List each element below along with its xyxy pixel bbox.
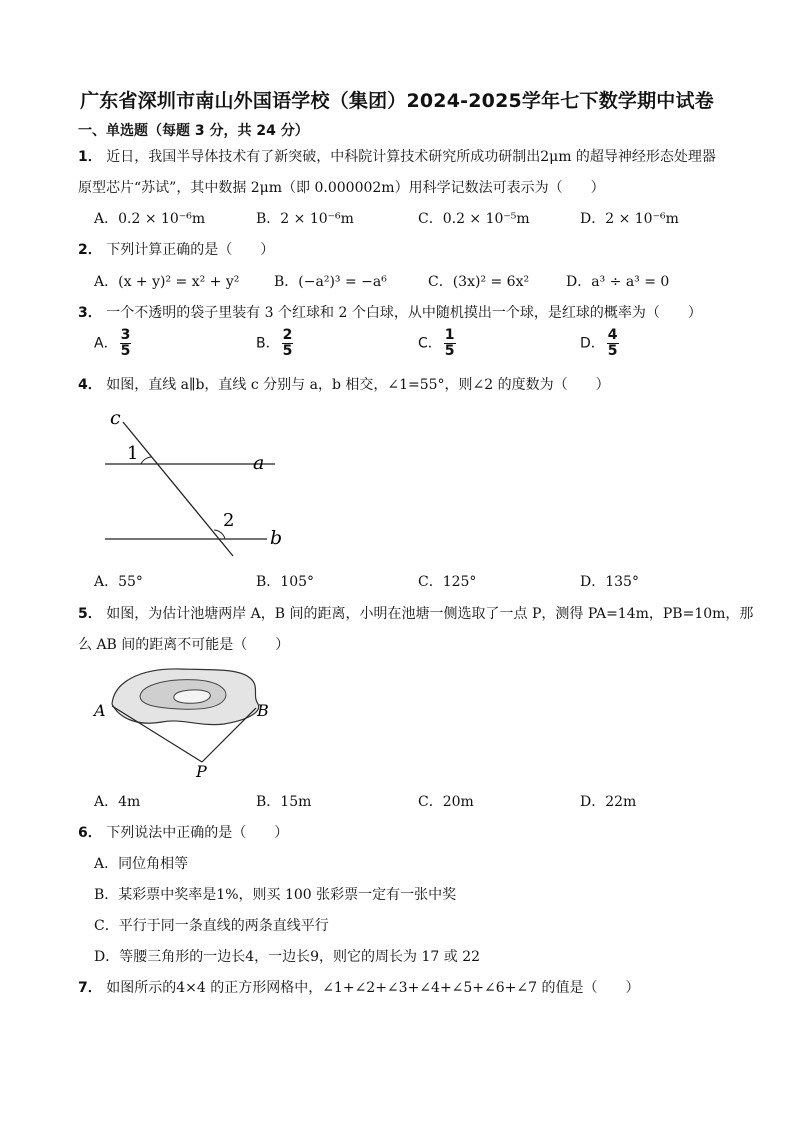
question-text: 如图，直线 a∥b，直线 c 分别与 a，b 相交，∠1=55°，则∠2 的度数为（ ） — [106, 377, 610, 393]
label-b: b — [270, 527, 283, 549]
option-a: A．0.2 × 10⁻⁶m — [94, 211, 206, 227]
option-d — [580, 328, 619, 359]
option-b — [256, 328, 293, 359]
option-d: D．135° — [580, 574, 639, 590]
question-text: 如图所示的4×4 的正方形网格中，∠1+∠2+∠3+∠4+∠5+∠6+∠7 的值是（ ） — [106, 980, 640, 996]
option-b: B．2 × 10⁻⁶m — [256, 211, 354, 227]
denominator: 5 — [282, 343, 293, 359]
option-label: B． — [256, 335, 280, 352]
question-2 — [78, 239, 274, 259]
option-b: B．15m — [256, 794, 312, 810]
numerator: 2 — [282, 327, 293, 343]
option-a — [94, 328, 131, 359]
option-d: D．等腰三角形的一边长4，一边长9，则它的周长为 17 或 22 — [94, 949, 481, 965]
question-5-line-1 — [78, 603, 753, 623]
denominator: 5 — [607, 343, 618, 359]
label-p: P — [196, 762, 207, 780]
option-a: A．同位角相等 — [94, 856, 189, 872]
fraction — [120, 328, 132, 359]
question-1-line-1 — [78, 146, 716, 166]
option-c: C．(3x)² = 6x² — [428, 274, 530, 290]
fraction — [444, 328, 456, 359]
pond-figure — [90, 660, 290, 780]
question-5-line-2: 么 AB 间的距离不可能是（ ） — [78, 637, 290, 653]
label-b: B — [257, 701, 269, 720]
option-c — [418, 328, 456, 359]
option-label: D． — [580, 335, 605, 352]
line-c — [123, 422, 233, 556]
option-d: D．2 × 10⁻⁶m — [580, 211, 679, 227]
fraction — [282, 328, 294, 359]
option-d: D．a³ ÷ a³ = 0 — [566, 274, 670, 290]
question-text: 下列说法中正确的是（ ） — [106, 825, 289, 841]
question-text: 如图，为估计池塘两岸 A，B 间的距离，小明在池塘一侧选取了一点 P，测得 PA=14m，PB=10m，那 — [106, 606, 754, 622]
question-number: 2． — [78, 242, 102, 258]
question-text: 下列计算正确的是（ ） — [106, 242, 275, 258]
fraction — [607, 328, 619, 359]
question-7 — [78, 977, 640, 997]
numerator: 4 — [607, 327, 618, 343]
angle-1-arc — [141, 457, 152, 464]
label-1: 1 — [127, 443, 139, 464]
question-text: 一个不透明的袋子里装有 3 个红球和 2 个白球，从中随机摸出一个球，是红球的概率为（ ） — [106, 305, 702, 321]
label-2: 2 — [223, 510, 235, 531]
option-c: C．0.2 × 10⁻⁵m — [418, 211, 530, 227]
option-b: B．某彩票中奖率是1%，则买 100 张彩票一定有一张中奖 — [94, 887, 457, 903]
question-number: 1． — [78, 149, 102, 165]
option-a: A．55° — [94, 574, 143, 590]
option-c: C．20m — [418, 794, 474, 810]
option-a: A．4m — [94, 794, 141, 810]
question-3 — [78, 302, 702, 322]
option-b: B．105° — [256, 574, 315, 590]
section-heading: 一、单选题（每题 3 分，共 24 分） — [78, 123, 309, 139]
numerator: 1 — [444, 327, 455, 343]
pond-inner — [174, 690, 211, 703]
option-a: A．(x + y)² = x² + y² — [94, 274, 240, 290]
question-6 — [78, 822, 288, 842]
question-4 — [78, 374, 610, 394]
option-c: C．125° — [418, 574, 477, 590]
question-1-line-2: 原型芯片“苏试”，其中数据 2μm（即 0.000002m）用科学记数法可表示为（ ） — [78, 180, 605, 196]
denominator: 5 — [120, 343, 131, 359]
option-label: A． — [94, 335, 118, 352]
question-number: 4． — [78, 377, 102, 393]
question-number: 3． — [78, 305, 102, 321]
denominator: 5 — [444, 343, 455, 359]
numerator: 3 — [120, 327, 131, 343]
option-c: C．平行于同一条直线的两条直线平行 — [94, 918, 329, 934]
question-number: 6． — [78, 825, 102, 841]
option-label: C． — [418, 335, 442, 352]
question-number: 7． — [78, 980, 102, 996]
question-number: 5． — [78, 606, 102, 622]
option-b: B．(−a²)³ = −a⁶ — [274, 274, 387, 290]
option-d: D．22m — [580, 794, 637, 810]
parallel-lines-figure — [95, 400, 295, 560]
label-c: c — [110, 407, 121, 429]
label-a: a — [253, 452, 265, 474]
question-text: 近日，我国半导体技术有了新突破，中科院计算技术研究所成功研制出2μm 的超导神经形态处理器 — [106, 149, 716, 165]
page-title: 广东省深圳市南山外国语学校（集团）2024-2025学年七下数学期中试卷 — [80, 90, 714, 112]
label-a: A — [94, 701, 106, 720]
